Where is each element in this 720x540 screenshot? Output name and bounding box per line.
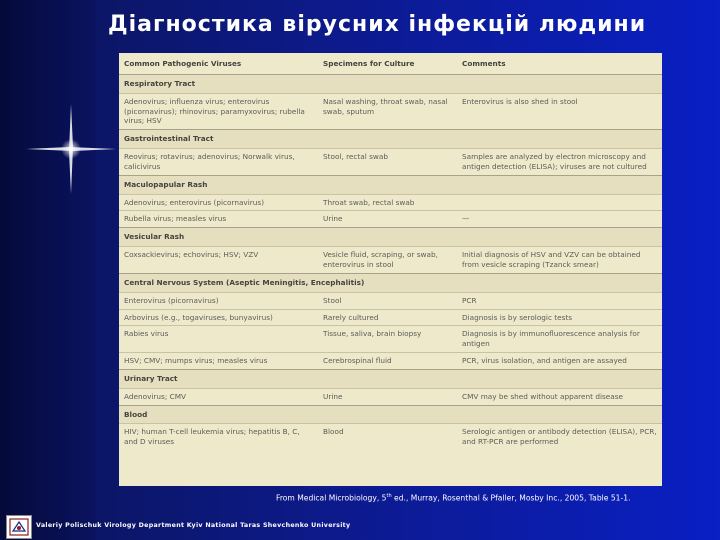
section-row <box>119 228 662 247</box>
specimen-cell: Blood <box>318 424 457 450</box>
virus-cell: Enterovirus (picornavirus) <box>119 292 318 309</box>
section-title: Blood <box>119 405 662 424</box>
comment-cell: Initial diagnosis of HSV and VZV can be obtained from vesicle scraping (Tzanck smear) <box>457 247 662 274</box>
virus-cell: Adenovirus; enterovirus (picornavirus) <box>119 194 318 211</box>
virus-cell: Adenovirus; CMV <box>119 388 318 405</box>
caption-superscript: th <box>386 493 392 499</box>
section-row <box>119 369 662 388</box>
section-row <box>119 74 662 93</box>
comment-cell: Enterovirus is also shed in stool <box>457 93 662 130</box>
specimen-cell: Nasal washing, throat swab, nasal swab, sputum <box>318 93 457 130</box>
comment-cell: — <box>457 211 662 228</box>
table-body <box>119 74 662 450</box>
table-row <box>119 93 662 130</box>
table-row <box>119 247 662 274</box>
virus-diagnosis-table <box>119 53 662 486</box>
header-comments: Comments <box>457 56 662 74</box>
virus-cell: Arbovirus (e.g., togaviruses, bunyavirus) <box>119 309 318 326</box>
comment-cell: PCR, virus isolation, and antigen are assayed <box>457 353 662 370</box>
comment-cell: Diagnosis is by serologic tests <box>457 309 662 326</box>
section-row <box>119 130 662 149</box>
specimen-cell: Tissue, saliva, brain biopsy <box>318 326 457 353</box>
section-title: Urinary Tract <box>119 369 662 388</box>
table-row <box>119 353 662 370</box>
comment-cell: Diagnosis is by immunofluorescence analysis for antigen <box>457 326 662 353</box>
virus-cell: Coxsackievirus; echovirus; HSV; VZV <box>119 247 318 274</box>
header-specimens: Specimens for Culture <box>318 56 457 74</box>
virus-cell: HSV; CMV; mumps virus; measles virus <box>119 353 318 370</box>
source-caption <box>276 493 631 503</box>
university-logo-icon <box>6 515 32 539</box>
section-row <box>119 273 662 292</box>
table-row <box>119 424 662 450</box>
table-row <box>119 388 662 405</box>
table-row <box>119 194 662 211</box>
virus-cell: Rabies virus <box>119 326 318 353</box>
virus-cell: HIV; human T-cell leukemia virus; hepatitis B, C, and D viruses <box>119 424 318 450</box>
virus-cell: Reovirus; rotavirus; adenovirus; Norwalk virus, calicivirus <box>119 149 318 176</box>
comment-cell: CMV may be shed without apparent disease <box>457 388 662 405</box>
specimen-cell: Urine <box>318 388 457 405</box>
comment-cell: PCR <box>457 292 662 309</box>
header-viruses: Common Pathogenic Viruses <box>119 56 318 74</box>
specimen-cell: Stool <box>318 292 457 309</box>
diagnosis-table <box>119 56 662 450</box>
table-row <box>119 292 662 309</box>
comment-cell <box>457 194 662 211</box>
section-title: Maculopapular Rash <box>119 175 662 194</box>
slide-title: Діагностика вірусних інфекцій людини <box>108 12 647 37</box>
section-row <box>119 175 662 194</box>
table-row <box>119 211 662 228</box>
section-title: Central Nervous System (Aseptic Meningitis, Encephalitis) <box>119 273 662 292</box>
specimen-cell: Urine <box>318 211 457 228</box>
virus-cell: Adenovirus; influenza virus; enterovirus (picornavirus); rhinovirus; paramyxovirus; rubella virus; HSV <box>119 93 318 130</box>
section-title: Respiratory Tract <box>119 74 662 93</box>
caption-main: From Medical Microbiology, 5 <box>276 493 387 503</box>
specimen-cell: Throat swab, rectal swab <box>318 194 457 211</box>
section-row <box>119 405 662 424</box>
comment-cell: Samples are analyzed by electron microscopy and antigen detection (ELISA); viruses are not cultured <box>457 149 662 176</box>
table-header-row <box>119 56 662 74</box>
footer-credit: Valeriy Polischuk Virology Department Kyiv National Taras Shevchenko University <box>36 522 351 529</box>
specimen-cell: Rarely cultured <box>318 309 457 326</box>
specimen-cell: Vesicle fluid, scraping, or swab, enterovirus in stool <box>318 247 457 274</box>
sparkle-decoration-icon <box>26 104 116 194</box>
left-dark-band <box>0 0 96 540</box>
specimen-cell: Stool, rectal swab <box>318 149 457 176</box>
section-title: Vesicular Rash <box>119 228 662 247</box>
table-row <box>119 149 662 176</box>
caption-tail: ed., Murray, Rosenthal & Pfaller, Mosby Inc., 2005, Table 51-1. <box>391 493 631 503</box>
virus-cell: Rubella virus; measles virus <box>119 211 318 228</box>
section-title: Gastrointestinal Tract <box>119 130 662 149</box>
comment-cell: Serologic antigen or antibody detection (ELISA), PCR, and RT-PCR are performed <box>457 424 662 450</box>
table-row <box>119 326 662 353</box>
table-row <box>119 309 662 326</box>
specimen-cell: Cerebrospinal fluid <box>318 353 457 370</box>
